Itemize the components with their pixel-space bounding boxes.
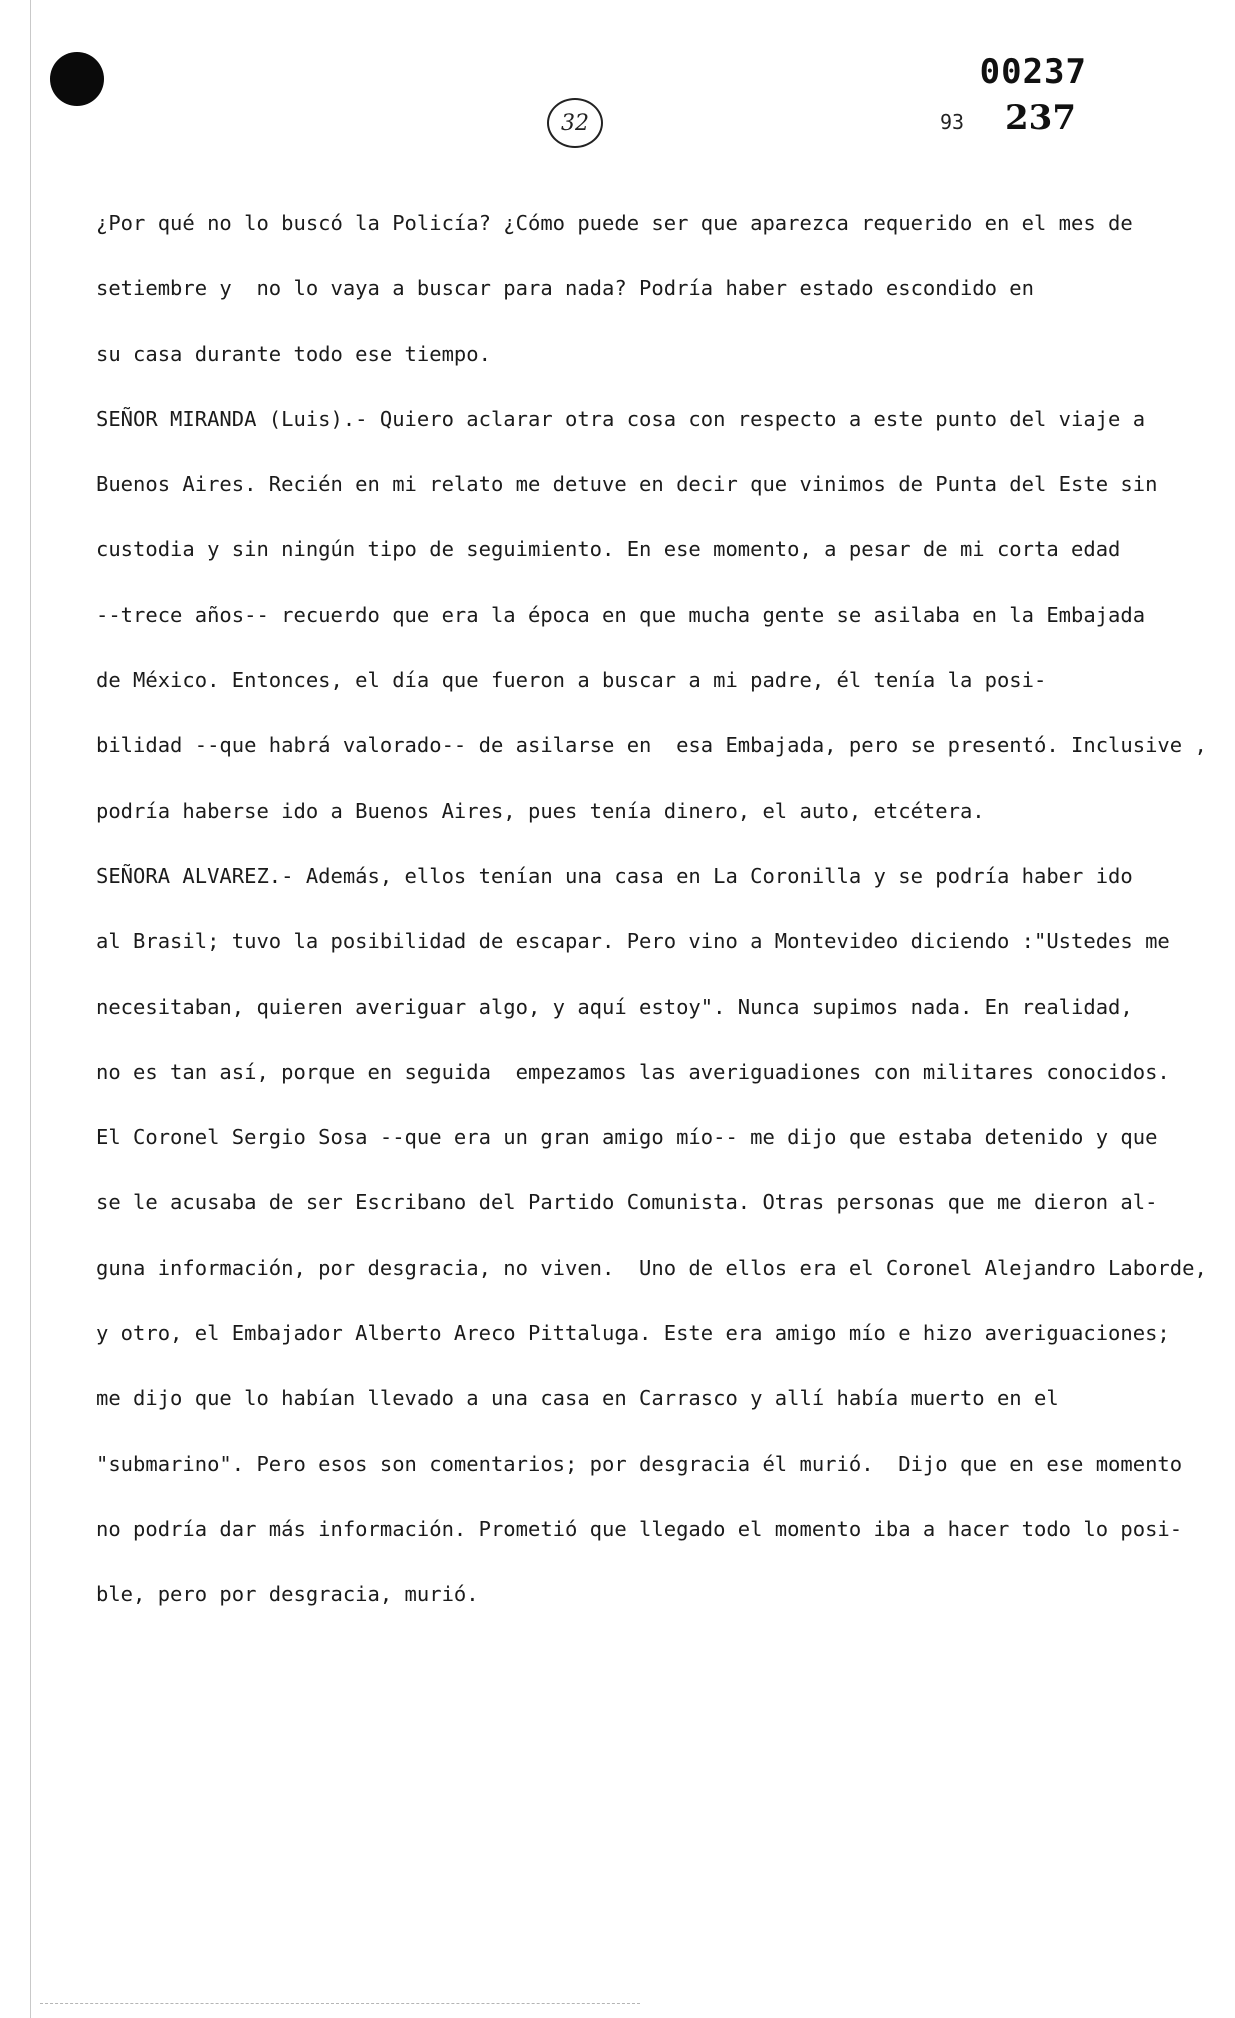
text-line: SEÑOR MIRANDA (Luis).- Quiero aclarar otra cosa con respecto a este punto del viaje a bbox=[96, 406, 1146, 431]
text-line: podría haberse ido a Buenos Aires, pues tenía dinero, el auto, etcétera. bbox=[96, 798, 985, 823]
text-line: El Coronel Sergio Sosa --que era un gran amigo mío-- me dijo que estaba detenido y que bbox=[96, 1125, 1158, 1150]
text-line: se le acusaba de ser Escribano del Partido Comunista. Otras personas que me dieron al- bbox=[96, 1190, 1158, 1215]
page-number: 93 bbox=[940, 110, 965, 134]
scan-edge-line bbox=[30, 0, 31, 2018]
text-line: me dijo que lo habían llevado a una casa en Carrasco y allí había muerto en el bbox=[96, 1386, 1059, 1411]
handwritten-page-number: 237 bbox=[1005, 98, 1076, 138]
text-line: ¿Por qué no lo buscó la Policía? ¿Cómo puede ser que aparezca requerido en el mes de bbox=[96, 211, 1133, 235]
text-line: no podría dar más información. Prometió que llegado el momento iba a hacer todo lo posi- bbox=[96, 1516, 1183, 1541]
text-line: Buenos Aires. Recién en mi relato me detuve en decir que vinimos de Punta del Este sin bbox=[96, 472, 1158, 497]
text-line: ble, pero por desgracia, murió. bbox=[96, 1582, 479, 1607]
text-line: setiembre y no lo vaya a buscar para nada? Podría haber estado escondido en bbox=[96, 276, 1034, 301]
text-line: necesitaban, quieren averiguar algo, y aquí estoy". Nunca supimos nada. En realidad, bbox=[96, 994, 1133, 1019]
text-line: no es tan así, porque en seguida empezamos las averiguadiones con militares conocidos. bbox=[96, 1059, 1170, 1084]
punch-hole bbox=[50, 52, 104, 106]
text-line: al Brasil; tuvo la posibilidad de escapar. Pero vino a Montevideo diciendo :"Ustedes me bbox=[96, 929, 1170, 954]
text-line: guna información, por desgracia, no viven. Uno de ellos era el Coronel Alejandro Laborde, bbox=[96, 1255, 1207, 1280]
text-line: SEÑORA ALVAREZ.- Además, ellos tenían una casa en La Coronilla y se podría haber ido bbox=[96, 863, 1133, 888]
transcript-body bbox=[96, 200, 1207, 1637]
text-line: y otro, el Embajador Alberto Areco Pittaluga. Este era amigo mío e hizo averiguaciones; bbox=[96, 1321, 1170, 1346]
bottom-dashed-rule bbox=[40, 2003, 640, 2005]
text-line: custodia y sin ningún tipo de seguimiento. En ese momento, a pesar de mi corta edad bbox=[96, 537, 1121, 562]
text-line: de México. Entonces, el día que fueron a buscar a mi padre, él tenía la posi- bbox=[96, 668, 1047, 693]
text-line: --trece años-- recuerdo que era la época en que mucha gente se asilaba en la Embajada bbox=[96, 602, 1146, 627]
page-stamp bbox=[547, 98, 603, 148]
text-line: bilidad --que habrá valorado-- de asilarse en esa Embajada, pero se presentó. Inclusive , bbox=[96, 733, 1207, 758]
stamp-number: 32 bbox=[561, 110, 589, 136]
text-line: su casa durante todo ese tiempo. bbox=[96, 341, 491, 366]
document-number: 00237 bbox=[979, 52, 1087, 92]
text-line: "submarino". Pero esos son comentarios; por desgracia él murió. Dijo que en ese momento bbox=[96, 1451, 1183, 1476]
